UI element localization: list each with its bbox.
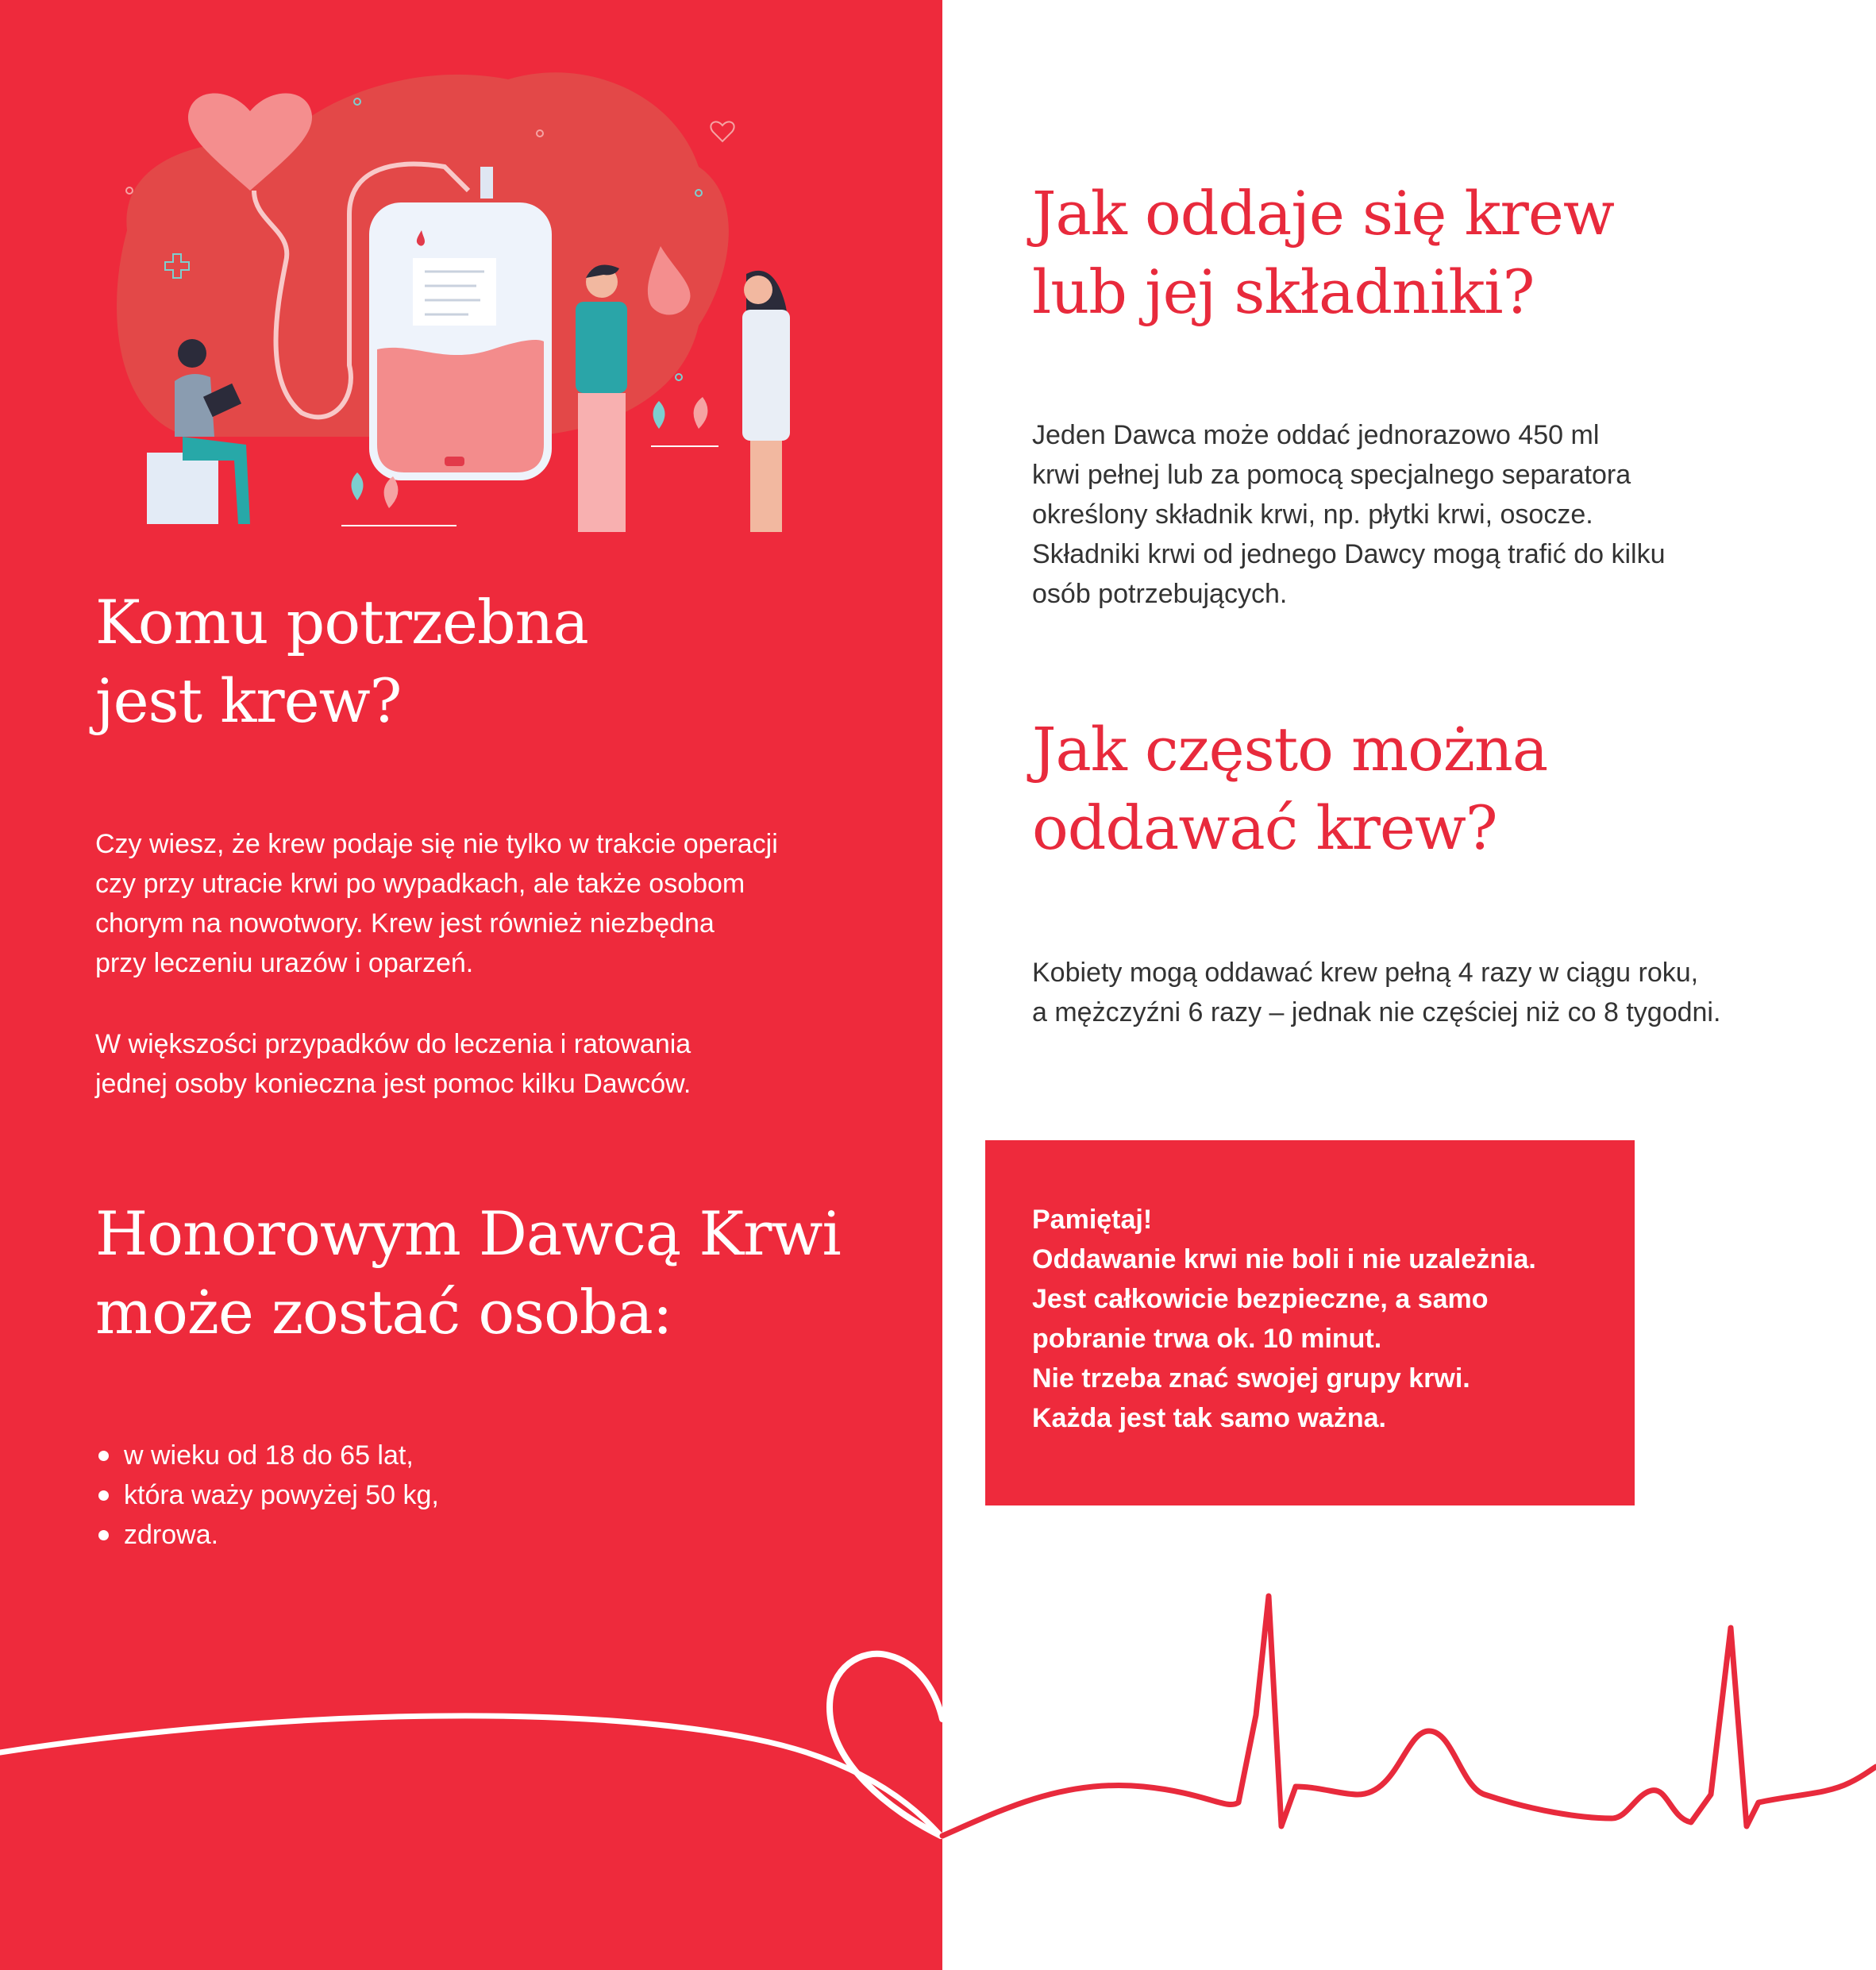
- bullet-icon: [98, 1490, 109, 1501]
- white-ribbon-line: [0, 1716, 941, 1836]
- heartbeat-line-icon: [942, 1596, 1876, 1836]
- heading-how-often: Jak często można oddawać krew?: [1032, 714, 1548, 863]
- bullet-icon: [98, 1451, 109, 1461]
- list-item: która waży powyżej 50 kg,: [95, 1475, 439, 1515]
- list-item: zdrowa.: [95, 1515, 439, 1555]
- list-item: w wieku od 18 do 65 lat,: [95, 1436, 439, 1475]
- heading-how-to-donate: Jak oddaje się krew lub jej składniki?: [1032, 178, 1614, 327]
- bullet-icon: [98, 1530, 109, 1540]
- heart-ribbon-icon: [830, 1654, 1052, 1836]
- doctor-legs: [750, 441, 782, 532]
- doctor-head: [744, 276, 772, 304]
- man-legs: [578, 393, 626, 532]
- man-shirt: [576, 302, 627, 393]
- heading-who-needs-blood: Komu potrzebna jest krew?: [95, 587, 588, 736]
- bag-connector: [480, 167, 493, 199]
- plant-icon: [384, 476, 399, 508]
- woman-head: [178, 339, 206, 368]
- plant-icon: [694, 397, 708, 429]
- decor-circle: [676, 374, 682, 380]
- paragraph-how-often: Kobiety mogą oddawać krew pełną 4 razy w ciągu roku, a mężczyźni 6 razy – jednak nie częściej niż co 8 tygodni.: [1032, 958, 1721, 1027]
- heart-ribbon-heartbeat-line: [0, 1556, 1876, 1970]
- donor-requirements-list: [95, 1436, 439, 1555]
- paragraph-how-to-donate: Jeden Dawca może oddać jednorazowo 450 ml krwi pełnej lub za pomocą specjalnego separatora określony składnik krwi, np. płytki krwi, osocze. Składniki krwi od jednego Dawcy mogą trafić do kilku osób potrzebujących.: [1032, 420, 1666, 609]
- decor-circle: [126, 187, 133, 194]
- plant-icon: [352, 472, 364, 500]
- paragraph-who-needs-blood: Czy wiesz, że krew podaje się nie tylko w trakcie operacji czy przy utracie krwi po wypadkach, ale także osobom chorym na nowotwory. Krew jest również niezbędna przy leczeniu urazów i oparzeń.: [95, 829, 778, 978]
- reminder-text: Pamiętaj! Oddawanie krwi nie boli i nie uzależnia. Jest całkowicie bezpieczne, a samo pobranie trwa ok. 10 minut. Nie trzeba znać swojej grupy krwi. Każda jest tak samo ważna.: [1032, 1205, 1536, 1433]
- reminder-box: [985, 1140, 1635, 1505]
- bag-valve: [445, 457, 464, 466]
- bag-blood: [377, 340, 544, 472]
- blood-donation-illustration: [95, 64, 826, 540]
- seat-box: [147, 453, 218, 524]
- small-heart-icon: [711, 121, 734, 141]
- doctor-coat: [742, 310, 790, 441]
- paragraph-multiple-donors: W większości przypadków do leczenia i ratowania jednej osoby konieczna jest pomoc kilku Dawców.: [95, 1029, 691, 1099]
- heading-honorary-donor: Honorowym Dawcą Krwi może zostać osoba:: [95, 1198, 841, 1347]
- plant-icon: [653, 401, 665, 429]
